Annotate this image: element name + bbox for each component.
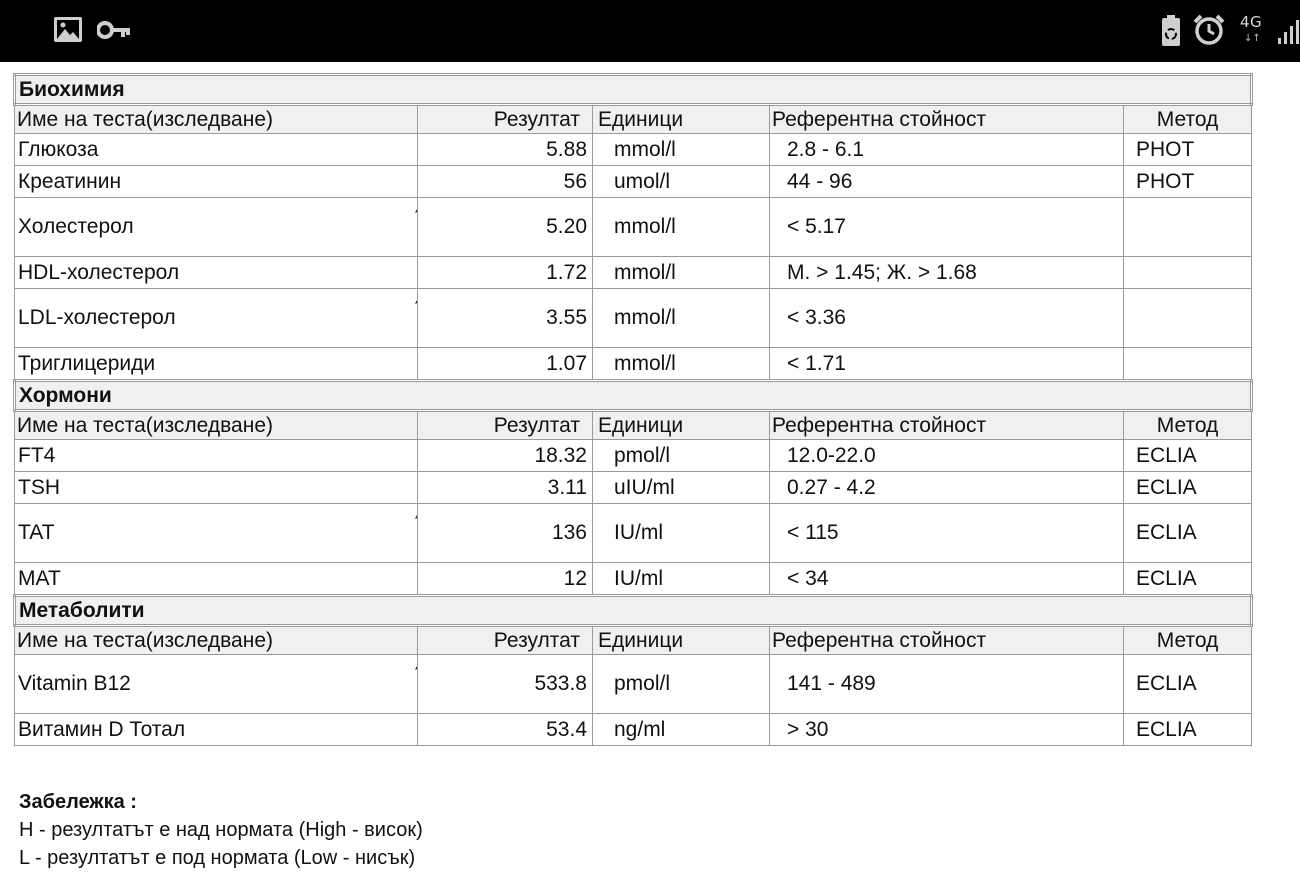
column-header-reference: Референтна стойност: [770, 105, 1124, 134]
column-header-name: Име на теста(изследване): [15, 105, 418, 134]
test-name: Vitamin B12: [18, 672, 131, 695]
note-line-low: L - резултатът е под нормата (Low - нисък): [19, 847, 416, 869]
method-value: ECLIA: [1124, 440, 1252, 472]
test-name: Глюкоза: [18, 137, 99, 161]
test-name: Холестерол: [18, 215, 134, 238]
column-header-reference: Референтна стойност: [770, 626, 1124, 655]
reference-value: 2.8 - 6.1: [770, 134, 1124, 166]
reference-value: < 34: [770, 563, 1124, 596]
units-value: pmol/l: [593, 440, 770, 472]
test-name: MAT: [18, 566, 61, 590]
test-name-cell: [15, 198, 418, 257]
test-name-cell: [15, 655, 418, 714]
method-value: ECLIA: [1124, 472, 1252, 504]
column-header-name: Име на теста(изследване): [15, 626, 418, 655]
result-value: 1.07: [418, 348, 593, 381]
column-header-reference: Референтна стойност: [770, 411, 1124, 440]
column-header-result: Резултат: [418, 105, 593, 134]
units-value: pmol/l: [593, 655, 770, 714]
method-value: PHOT: [1124, 166, 1252, 198]
result-value: 5.20: [418, 198, 593, 257]
section-header: [15, 596, 1252, 626]
reference-value: 141 - 489: [770, 655, 1124, 714]
column-header-result: Резултат: [418, 411, 593, 440]
column-header-method: Метод: [1124, 626, 1252, 655]
result-value: 3.11: [418, 472, 593, 504]
units-value: mmol/l: [593, 348, 770, 381]
test-name: Витамин D Тотал: [18, 717, 186, 741]
units-value: ng/ml: [593, 714, 770, 746]
method-value: [1124, 198, 1252, 257]
signal-icon: [1276, 18, 1300, 46]
table-row: [15, 257, 1252, 289]
column-header-row: [15, 105, 1252, 134]
table-row: [15, 289, 1252, 348]
test-name-cell: [15, 563, 418, 596]
result-value: 136: [418, 504, 593, 563]
table-row: [15, 198, 1252, 257]
table-row: [15, 440, 1252, 472]
note-title: Забележка :: [19, 791, 137, 813]
method-value: ECLIA: [1124, 504, 1252, 563]
test-name-cell: [15, 472, 418, 504]
column-header-row: [15, 626, 1252, 655]
reference-value: < 1.71: [770, 348, 1124, 381]
high-flag-arrow-icon: [414, 292, 418, 318]
result-value: 3.55: [418, 289, 593, 348]
status-bar: [0, 0, 1300, 62]
test-name: TAT: [18, 521, 55, 544]
reference-value: < 115: [770, 504, 1124, 563]
units-value: mmol/l: [593, 289, 770, 348]
test-name: Триглицериди: [18, 351, 156, 375]
alarm-icon: [1193, 14, 1225, 46]
result-value: 5.88: [418, 134, 593, 166]
units-value: uIU/ml: [593, 472, 770, 504]
section-header: [15, 381, 1252, 411]
network-type-label: 4G: [1240, 13, 1263, 31]
section-title: Биохимия: [15, 75, 1252, 105]
table-row: [15, 348, 1252, 381]
test-name-cell: [15, 440, 418, 472]
test-name-cell: [15, 134, 418, 166]
method-value: [1124, 348, 1252, 381]
section-header: [15, 75, 1252, 105]
units-value: mmol/l: [593, 257, 770, 289]
reference-value: < 5.17: [770, 198, 1124, 257]
column-header-method: Метод: [1124, 105, 1252, 134]
reference-value: 0.27 - 4.2: [770, 472, 1124, 504]
image-icon: [53, 16, 83, 43]
reference-value: < 3.36: [770, 289, 1124, 348]
section-title: Хормони: [15, 381, 1252, 411]
table-row: [15, 563, 1252, 596]
method-value: [1124, 257, 1252, 289]
lab-results-table: [13, 73, 1253, 746]
test-name: HDL-холестерол: [18, 260, 180, 284]
reference-value: 12.0-22.0: [770, 440, 1124, 472]
units-value: IU/ml: [593, 504, 770, 563]
note-block: [19, 788, 423, 872]
test-name-cell: [15, 348, 418, 381]
reference-value: 44 - 96: [770, 166, 1124, 198]
method-value: ECLIA: [1124, 714, 1252, 746]
note-line-high: H - резултатът е над нормата (High - висок): [19, 819, 423, 841]
test-name-cell: [15, 714, 418, 746]
table-row: [15, 655, 1252, 714]
test-name: Креатинин: [18, 169, 122, 193]
column-header-method: Метод: [1124, 411, 1252, 440]
test-name-cell: [15, 166, 418, 198]
test-name: TSH: [18, 475, 60, 499]
high-flag-arrow-icon: [414, 658, 418, 684]
column-header-units: Единици: [593, 626, 770, 655]
table-row: [15, 472, 1252, 504]
key-icon: [97, 20, 131, 40]
result-value: 56: [418, 166, 593, 198]
test-name-cell: [15, 257, 418, 289]
high-flag-arrow-icon: [414, 201, 418, 227]
high-flag-arrow-icon: [414, 507, 418, 533]
column-header-units: Единици: [593, 411, 770, 440]
table-row: [15, 714, 1252, 746]
method-value: PHOT: [1124, 134, 1252, 166]
column-header-units: Единици: [593, 105, 770, 134]
section-title: Метаболити: [15, 596, 1252, 626]
reference-value: M. > 1.45; Ж. > 1.68: [770, 257, 1124, 289]
units-value: umol/l: [593, 166, 770, 198]
table-row: [15, 504, 1252, 563]
result-value: 1.72: [418, 257, 593, 289]
network-activity-icon: ↓↑: [1244, 33, 1261, 44]
method-value: ECLIA: [1124, 655, 1252, 714]
units-value: mmol/l: [593, 198, 770, 257]
units-value: IU/ml: [593, 563, 770, 596]
test-name: FT4: [18, 443, 56, 467]
column-header-name: Име на теста(изследване): [15, 411, 418, 440]
result-value: 12: [418, 563, 593, 596]
result-value: 533.8: [418, 655, 593, 714]
battery-saver-icon: [1161, 15, 1181, 47]
test-name-cell: [15, 504, 418, 563]
test-name-cell: [15, 289, 418, 348]
result-value: 53.4: [418, 714, 593, 746]
column-header-result: Резултат: [418, 626, 593, 655]
table-row: [15, 134, 1252, 166]
reference-value: > 30: [770, 714, 1124, 746]
method-value: [1124, 289, 1252, 348]
result-value: 18.32: [418, 440, 593, 472]
units-value: mmol/l: [593, 134, 770, 166]
table-row: [15, 166, 1252, 198]
method-value: ECLIA: [1124, 563, 1252, 596]
test-name: LDL-холестерол: [18, 306, 176, 329]
column-header-row: [15, 411, 1252, 440]
